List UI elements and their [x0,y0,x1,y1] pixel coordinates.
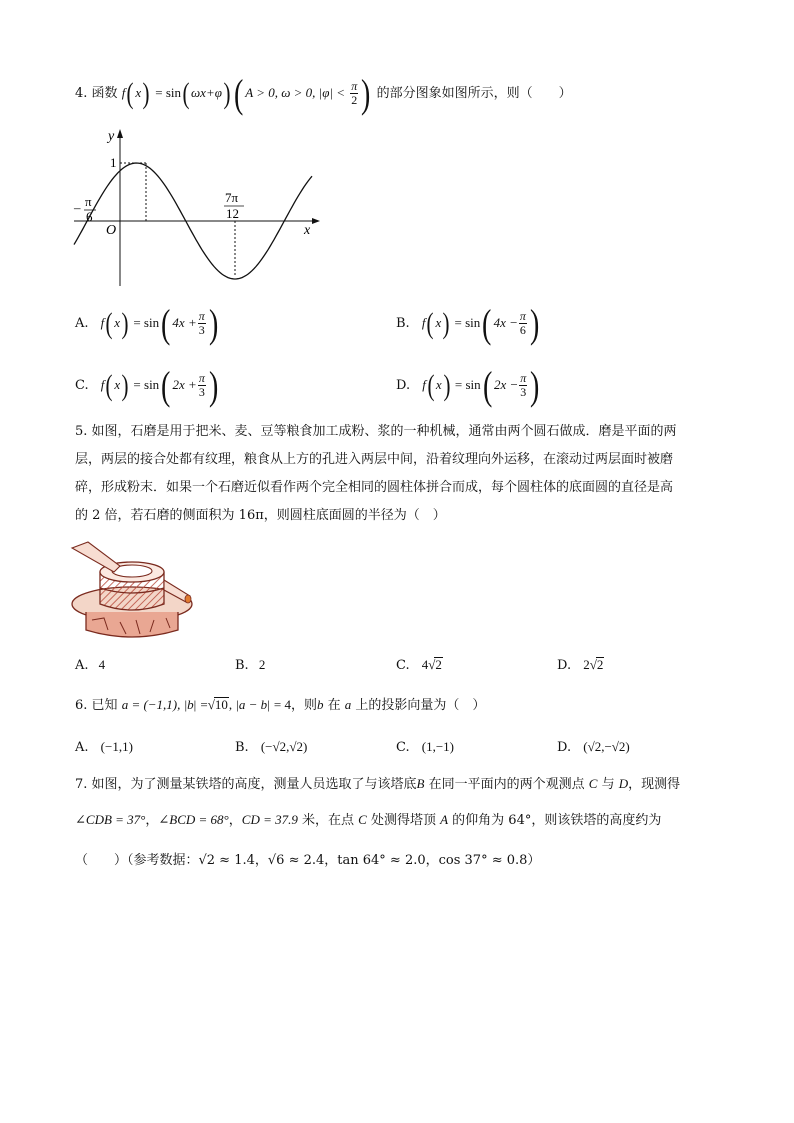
q5-line1: 5. 如图，石磨是用于把米、麦、豆等粮食加工成粉、浆的一种机械，通常由两个圆石做成．磨是平面的两 [75,424,677,439]
q5-option-b[interactable] [235,654,265,677]
q6-ten: 10 [214,697,228,712]
q6-eq: = [200,697,208,712]
y-axis-arrow-icon [117,129,123,138]
q7-reference-data: （ ）（参考数据：√2 ≈ 1.4，√6 ≈ 2.4，tan 64° ≈ 2.0，cos 37° ≈ 0.8） [75,853,541,868]
q7-line2: ∠CDB = 37°，∠BCD = 68°，CD = 37.9 米，在点 C 处测得塔顶 A 的仰角为 64°，则该铁塔的高度约为 [75,812,662,828]
handle-tip [185,595,191,603]
option-value: (√2,−√2) [583,739,630,754]
q6-a-vec: a = (−1,1), [121,697,181,712]
option-letter: D. [557,740,572,755]
q4-sin: = sin [155,85,181,100]
option-letter: B. [396,316,410,331]
q5-line2: 层，两层的接合处都有纹理，粮食从上方的孔进入两层中间，沿着纹理向外运移，在滚动过两层面时被磨 [75,452,674,467]
q7-text-b: 在同一平面内的两个观测点 [424,777,589,792]
q4-option-d[interactable]: D. f( x) = sin( 2x − $\frac{\pi}{3}$ ) [396,362,540,408]
q6-a-minus-b: a − b [238,697,268,712]
q6-b-abs: b [187,697,194,712]
option-letter: C. [75,378,89,393]
option-coef: 4 [421,657,429,672]
y-label: y [108,129,115,144]
one-label: 1 [110,155,117,170]
q6-a: a [344,697,352,712]
neg-pi-den: 6 [86,209,93,224]
q4-stem: 4. 函数 f( x) = sin( ωx+φ)( A > 0, ω > 0, |φ| < $\frac{\pi}{2}$ ) 的部分图象如图所示，则（ ） [75,70,572,116]
q6-stem: 6. 已知 a = (−1,1), |b| =√10, |a − b| = 4，则b 在 a 上的投影向量为（ ） [75,697,486,713]
q5-stem [75,418,725,530]
q7-yang: 的仰角为 64°，则该铁塔的高度约为 [448,813,662,828]
q6-suffix: 上的投影向量为（ ） [351,698,486,713]
q5-option-d[interactable]: D. 2√2 [557,657,604,673]
option-letter: A. [75,740,89,755]
x-axis-arrow-icon [312,218,320,224]
option-coef: 2 [583,657,590,672]
q7-line1 [75,773,680,796]
option-coef: 2x − [493,377,519,392]
q5-line3: 碎，形成粉末．如果一个石磨近似看作两个完全相同的圆柱体拼合而成，每个圆柱体的底面圆的直径是高 [75,480,674,495]
q4-suffix: 的部分图象如图所示，则（ ） [376,86,572,101]
option-letter: D. [396,378,411,393]
q7-chu: 处测得塔顶 [366,813,441,828]
q4-fx: f [121,85,126,100]
option-value: 4 [98,657,106,672]
pedestal [86,612,178,637]
q6-option-d[interactable] [557,736,630,759]
option-letter: A. [75,316,89,331]
q6-mid: ，则 [291,698,318,713]
x-label: x [304,223,311,238]
origin-label: O [106,223,117,238]
q7-cd: CD = 37.9 [241,812,298,827]
millstone-illustration [70,540,200,644]
q7-line3 [75,850,540,872]
q7-text-c: ，现测得 [628,777,681,792]
q5-line4: 的 2 倍，若石磨的侧面积为 16π，则圆柱底面圆的半径为（ ） [75,508,446,523]
option-letter: B. [235,740,249,755]
q6-option-c[interactable] [396,736,454,759]
q7-B: B [416,776,425,791]
q7-yu: 与 [597,777,619,792]
neg-pi-num: π [85,194,92,209]
option-letter: D. [557,658,572,673]
option-value: (−√2,√2) [260,739,308,754]
option-value: (−1,1) [100,739,133,754]
option-value: (1,−1) [421,739,455,754]
q6-b: b [317,697,324,712]
q7-comma: ， [145,813,159,828]
option-coef: 4x + [172,315,197,330]
q7-D: D [618,776,629,791]
q4-option-c[interactable]: C. f( x) = sin( 2x + $\frac{\pi}{3}$ ) [75,362,219,408]
option-letter: B. [235,658,249,673]
option-value: 2 [258,657,266,672]
seven-pi-den: 12 [226,206,239,221]
q4-sine-graph [72,126,322,291]
handle-rod-left [72,542,120,572]
q7-bcd: ∠BCD = 68° [158,812,229,827]
option-letter: A. [75,658,89,673]
q7-A: A [440,812,449,827]
option-radicand: 2 [435,657,442,672]
q6-option-a[interactable] [75,736,133,759]
q7-mi: 米，在点 [297,813,359,828]
q4-arg: ωx+φ [191,85,222,100]
q6-option-b[interactable] [235,736,307,759]
option-letter: C. [396,740,410,755]
q7-cdb: ∠CDB = 37° [75,812,146,827]
q7-C: C [588,776,598,791]
option-letter: C. [396,658,410,673]
q7-text-a: 7. 如图，为了测量某铁塔的高度，测量人员选取了与该塔底 [75,777,417,792]
q4-prefix: 4. 函数 [75,86,118,101]
seven-pi-num: 7π [225,190,239,205]
q4-option-b[interactable]: B. f( x) = sin( 4x − $\frac{\pi}{6}$ ) [396,300,540,346]
q4-cond: A > 0, ω > 0, |φ| < [245,85,346,100]
q6-prefix: 6. 已知 [75,698,118,713]
q4-option-a[interactable]: A. f( x) = sin( 4x + $\frac{\pi}{3}$ ) [75,300,219,346]
q6-eq4: = 4 [273,697,291,712]
option-radicand: 2 [596,657,604,672]
option-coef: 4x − [493,315,518,330]
q5-option-a[interactable] [75,654,105,677]
q4-x: x [135,85,142,100]
neg-sign: – [74,200,81,215]
q4-pi-half: $\frac{\pi}{2}$ [351,79,358,107]
option-coef: 2x + [172,377,197,392]
q5-option-c[interactable]: C. 4√2 [396,657,442,673]
q6-on: 在 [323,698,345,713]
